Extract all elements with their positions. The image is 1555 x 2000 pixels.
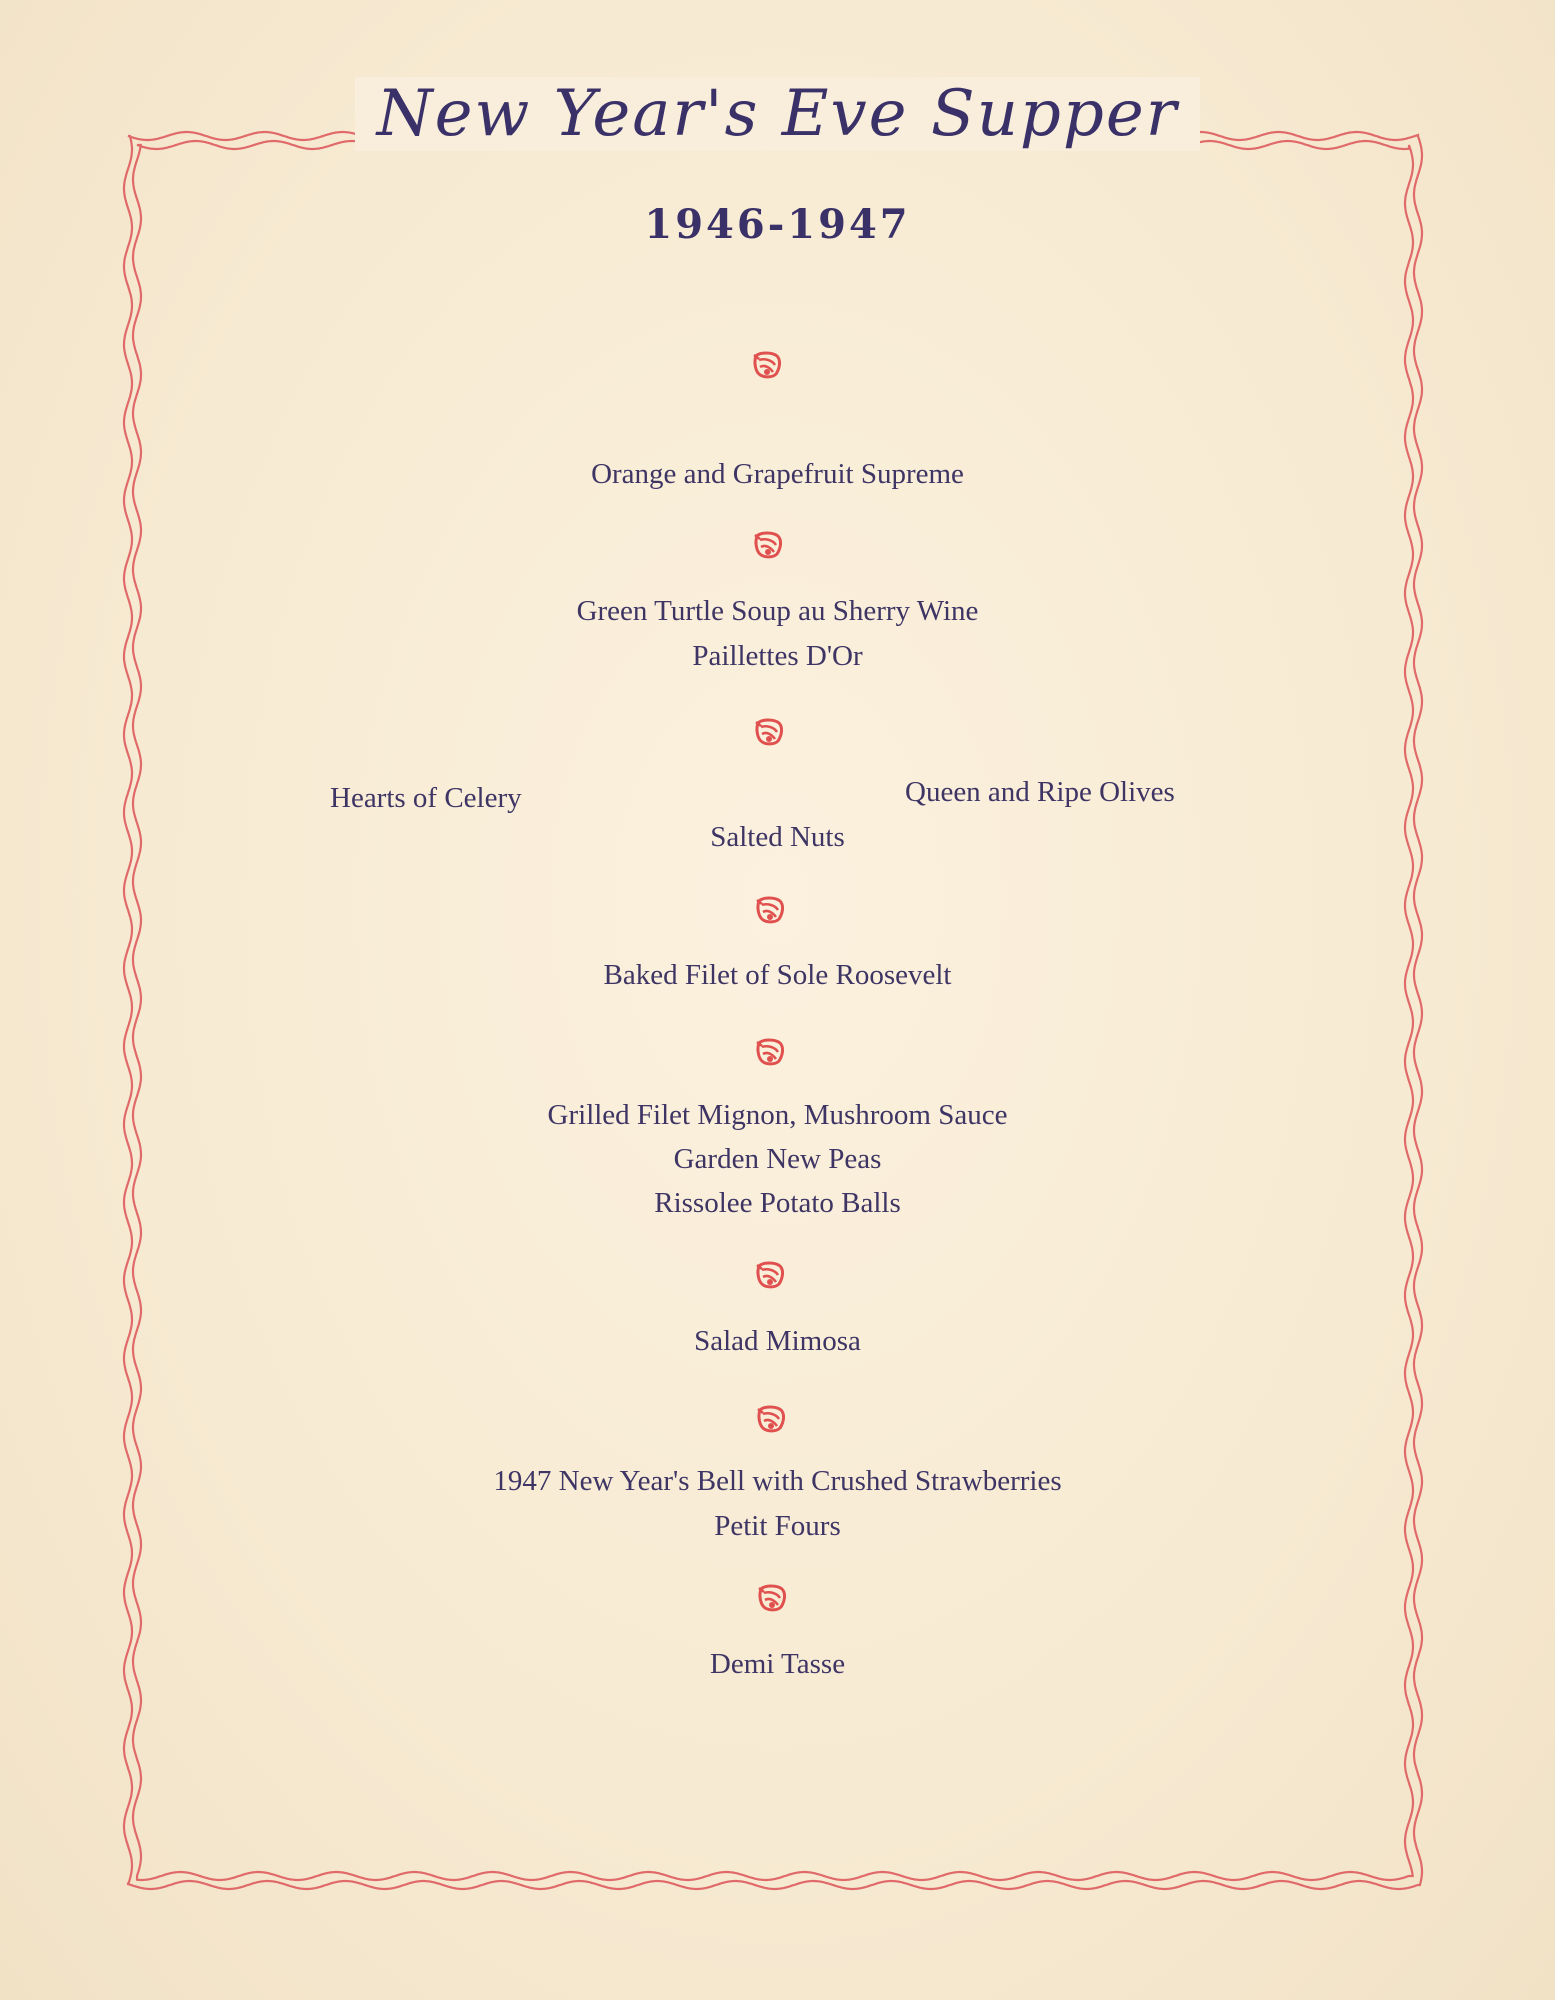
bell-ornament-icon [753, 1260, 787, 1290]
course-entree-side-2: Rissolee Potato Balls [654, 1187, 901, 1219]
course-relish-right: Queen and Ripe Olives [905, 776, 1175, 808]
course-relish-left: Hearts of Celery [330, 782, 522, 814]
bell-ornament-icon [753, 895, 787, 925]
bell-ornament-icon [754, 1404, 788, 1434]
course-salad: Salad Mimosa [694, 1325, 861, 1357]
bell-ornament-icon [751, 530, 785, 560]
course-soup-side: Paillettes D'Or [692, 640, 863, 672]
border-inner-line [133, 141, 1413, 1880]
menu-title: New Year's Eve Supper [0, 82, 1555, 146]
menu-years: 1946-1947 [644, 201, 911, 248]
course-dessert-side: Petit Fours [714, 1510, 841, 1542]
course-relish-center: Salted Nuts [710, 821, 845, 853]
border-outer-line [124, 132, 1422, 1889]
course-soup: Green Turtle Soup au Sherry Wine [576, 595, 979, 627]
course-fish: Baked Filet of Sole Roosevelt [603, 959, 952, 991]
bell-ornament-icon [755, 1583, 789, 1613]
bell-ornament-icon [752, 717, 786, 747]
course-dessert: 1947 New Year's Bell with Crushed Strawberries [493, 1465, 1062, 1497]
course-coffee: Demi Tasse [709, 1648, 846, 1680]
bell-ornament-icon [753, 1037, 787, 1067]
course-entree: Grilled Filet Mignon, Mushroom Sauce [547, 1099, 1008, 1131]
course-entree-side-1: Garden New Peas [673, 1143, 882, 1175]
course-appetizer: Orange and Grapefruit Supreme [591, 458, 964, 490]
bell-ornament-icon [750, 350, 784, 380]
